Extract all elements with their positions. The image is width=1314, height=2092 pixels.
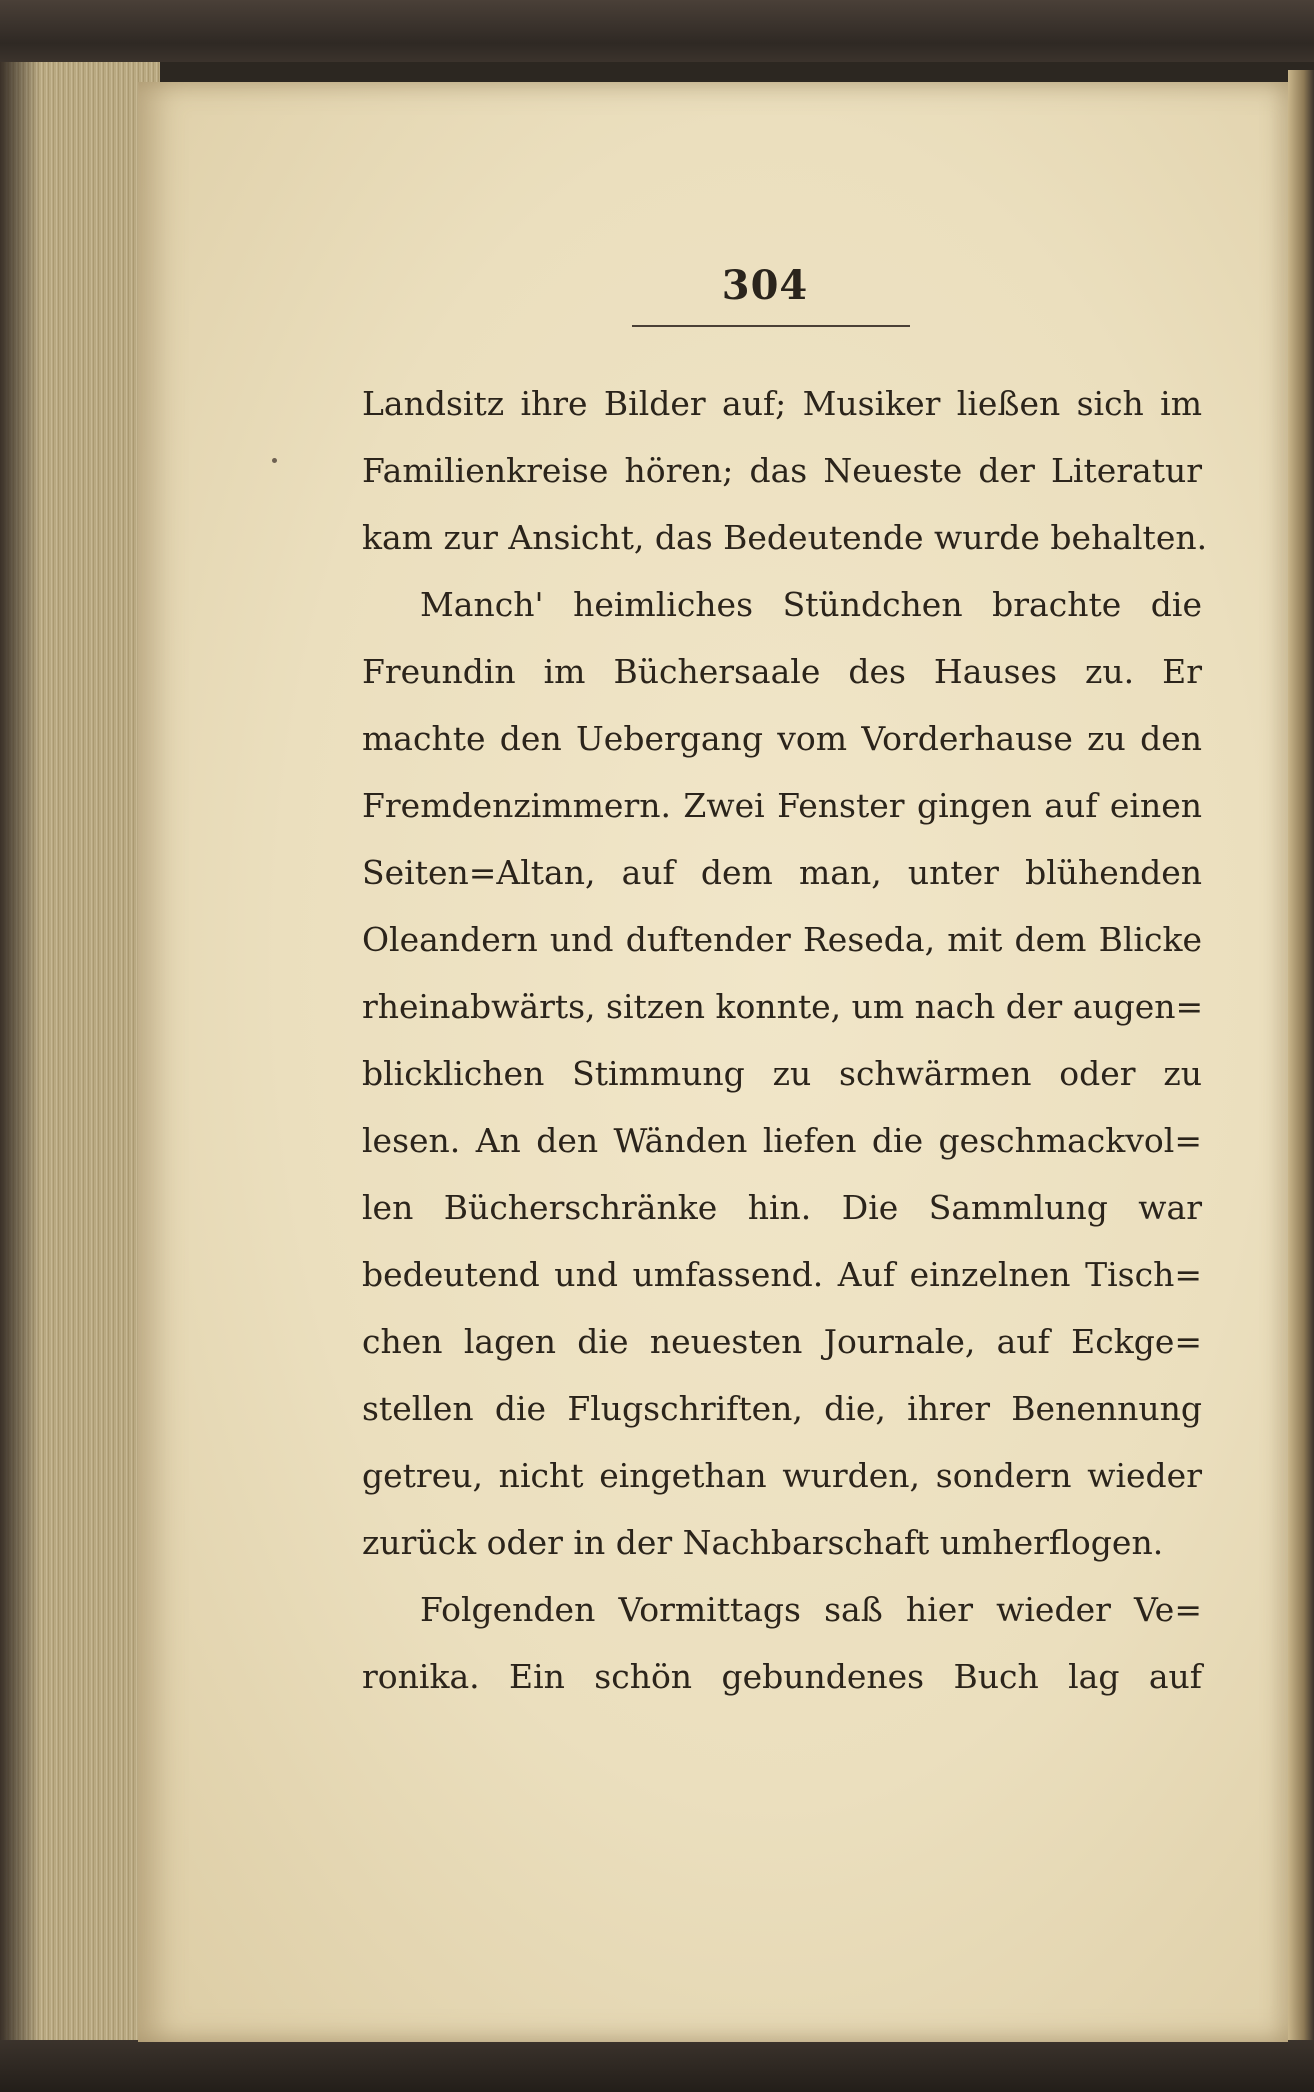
- text-line: zurück oder in der Nachbarschaft umherflogen.: [362, 1523, 1164, 1562]
- text-line: Oleandern und duftender Reseda, mit dem Blicke: [362, 920, 1202, 959]
- text-line: lesen. An den Wänden liefen die geschmackvol=: [362, 1121, 1202, 1160]
- text-line: Landsitz ihre Bilder auf; Musiker ließen sich im: [362, 384, 1202, 423]
- book-cover-bottom: [0, 2040, 1314, 2092]
- text-line: Freundin im Büchersaale des Hauses zu. Er: [362, 652, 1202, 691]
- text-line: Folgenden Vormittags saß hier wieder Ve=: [420, 1590, 1202, 1629]
- text-line: chen lagen die neuesten Journale, auf Eckge=: [362, 1322, 1202, 1361]
- text-line: bedeutend und umfassend. Auf einzelnen Tisch=: [362, 1255, 1202, 1294]
- text-line: stellen die Flugschriften, die, ihrer Benennung: [362, 1389, 1202, 1428]
- paper-speck: [272, 458, 277, 463]
- text-line: kam zur Ansicht, das Bedeutende wurde behalten.: [362, 518, 1208, 557]
- body-text: [362, 370, 1208, 1710]
- page-right-edge: [1288, 70, 1314, 2060]
- text-line: len Bücherschränke hin. Die Sammlung war: [362, 1188, 1202, 1227]
- text-line: Manch' heimliches Stündchen brachte die: [420, 585, 1202, 624]
- text-line: Fremdenzimmern. Zwei Fenster gingen auf einen: [362, 786, 1202, 825]
- text-line: Seiten=Altan, auf dem man, unter blühenden: [362, 853, 1202, 892]
- text-line: machte den Uebergang vom Vorderhause zu den: [362, 719, 1202, 758]
- binding-shadow: [0, 62, 40, 2052]
- header-rule: [632, 325, 910, 327]
- text-line: ronika. Ein schön gebundenes Buch lag auf: [362, 1657, 1202, 1696]
- text-line: Familienkreise hören; das Neueste der Literatur: [362, 451, 1202, 490]
- text-line: rheinabwärts, sitzen konnte, um nach der augen=: [362, 987, 1204, 1026]
- text-line: blicklichen Stimmung zu schwärmen oder zu: [362, 1054, 1202, 1093]
- book-cover-top: [0, 0, 1314, 62]
- page-number: 304: [721, 262, 809, 309]
- text-line: getreu, nicht eingethan wurden, sondern wieder: [362, 1456, 1202, 1495]
